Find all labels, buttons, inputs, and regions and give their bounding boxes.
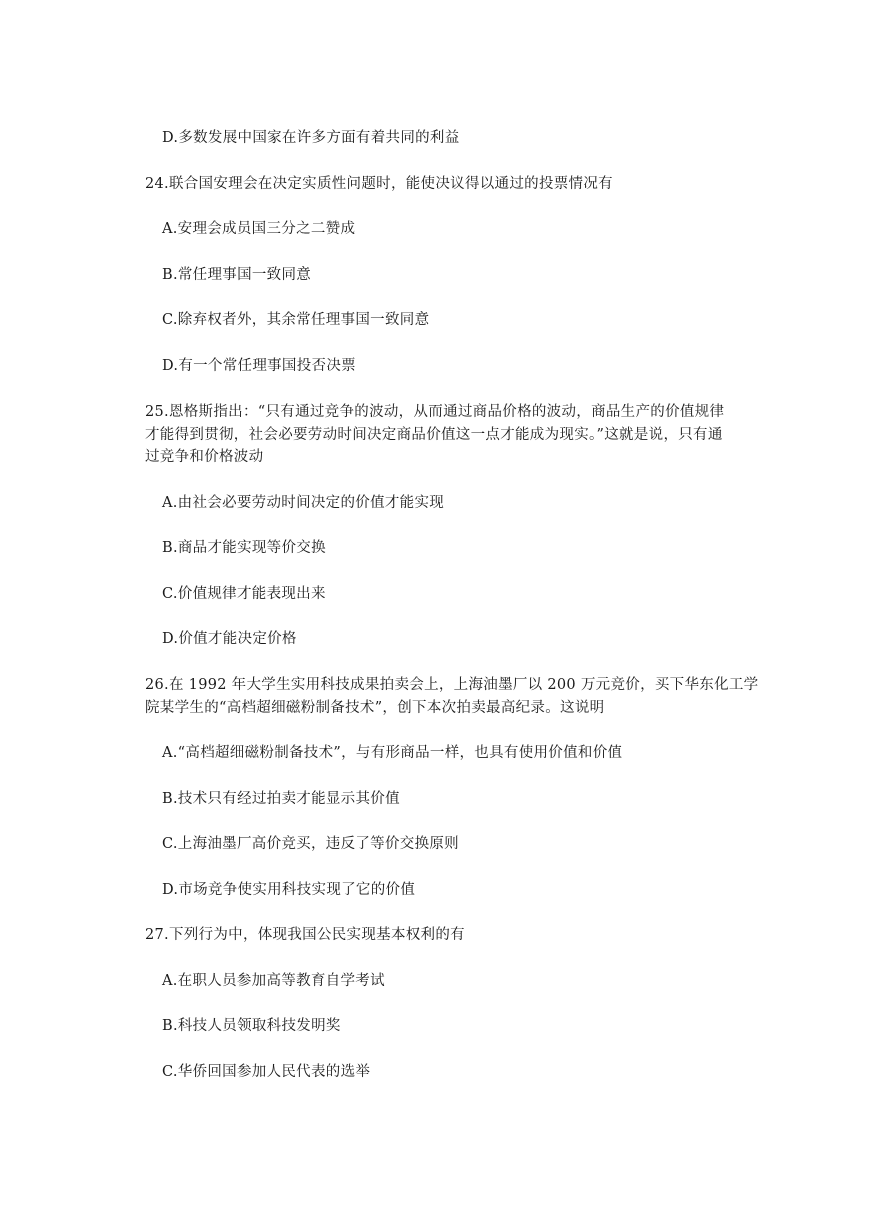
q26-option-d: D.市场竞争使实用科技实现了它的价值 [162, 882, 416, 898]
q25-option-d: D.价值才能决定价格 [162, 631, 297, 647]
q26-option-b: B.技术只有经过拍卖才能显示其价值 [162, 791, 400, 807]
q25-option-c: C.价值规律才能表现出来 [162, 586, 326, 602]
q24-option-c: C.除弃权者外，其余常任理事国一致同意 [162, 312, 430, 328]
q27-stem-line-1: 27.下列行为中，体现我国公民实现基本权利的有 [145, 927, 465, 943]
q24-option-d: D.有一个常任理事国投否决票 [162, 358, 356, 374]
q27-option-a: A.在职人员参加高等教育自学考试 [162, 973, 385, 989]
q25-stem-line-1: 25.恩格斯指出：“只有通过竞争的波动，从而通过商品价格的波动，商品生产的价值规律 [145, 404, 725, 420]
q23-option-d: D.多数发展中国家在许多方面有着共同的利益 [162, 130, 460, 146]
q26-option-c: C.上海油墨厂高价竞买，违反了等价交换原则 [162, 836, 459, 852]
q24-option-a: A.安理会成员国三分之二赞成 [162, 221, 356, 237]
q25-stem-line-3: 过竞争和价格波动 [145, 449, 264, 465]
q26-option-a: A.“高档超细磁粉制备技术”，与有形商品一样，也具有使用价值和价值 [162, 745, 623, 761]
q27-option-b: B.科技人员领取科技发明奖 [162, 1018, 341, 1034]
q26-stem-line-1: 26.在 1992 年大学生实用科技成果拍卖会上，上海油墨厂以 200 万元竞价，买下华东化工学 [145, 677, 759, 693]
q25-option-b: B.商品才能实现等价交换 [162, 540, 326, 556]
q24-stem-line-1: 24.联合国安理会在决定实质性问题时，能使决议得以通过的投票情况有 [145, 176, 613, 192]
q26-stem-line-2: 院某学生的“高档超细磁粉制备技术”，创下本次拍卖最高纪录。这说明 [145, 700, 605, 716]
q25-stem-line-2: 才能得到贯彻，社会必要劳动时间决定商品价值这一点才能成为现实。”这就是说，只有通 [145, 427, 723, 443]
q25-option-a: A.由社会必要劳动时间决定的价值才能实现 [162, 495, 445, 511]
q24-option-b: B.常任理事国一致同意 [162, 267, 312, 283]
q27-option-c: C.华侨回国参加人民代表的选举 [162, 1064, 371, 1080]
